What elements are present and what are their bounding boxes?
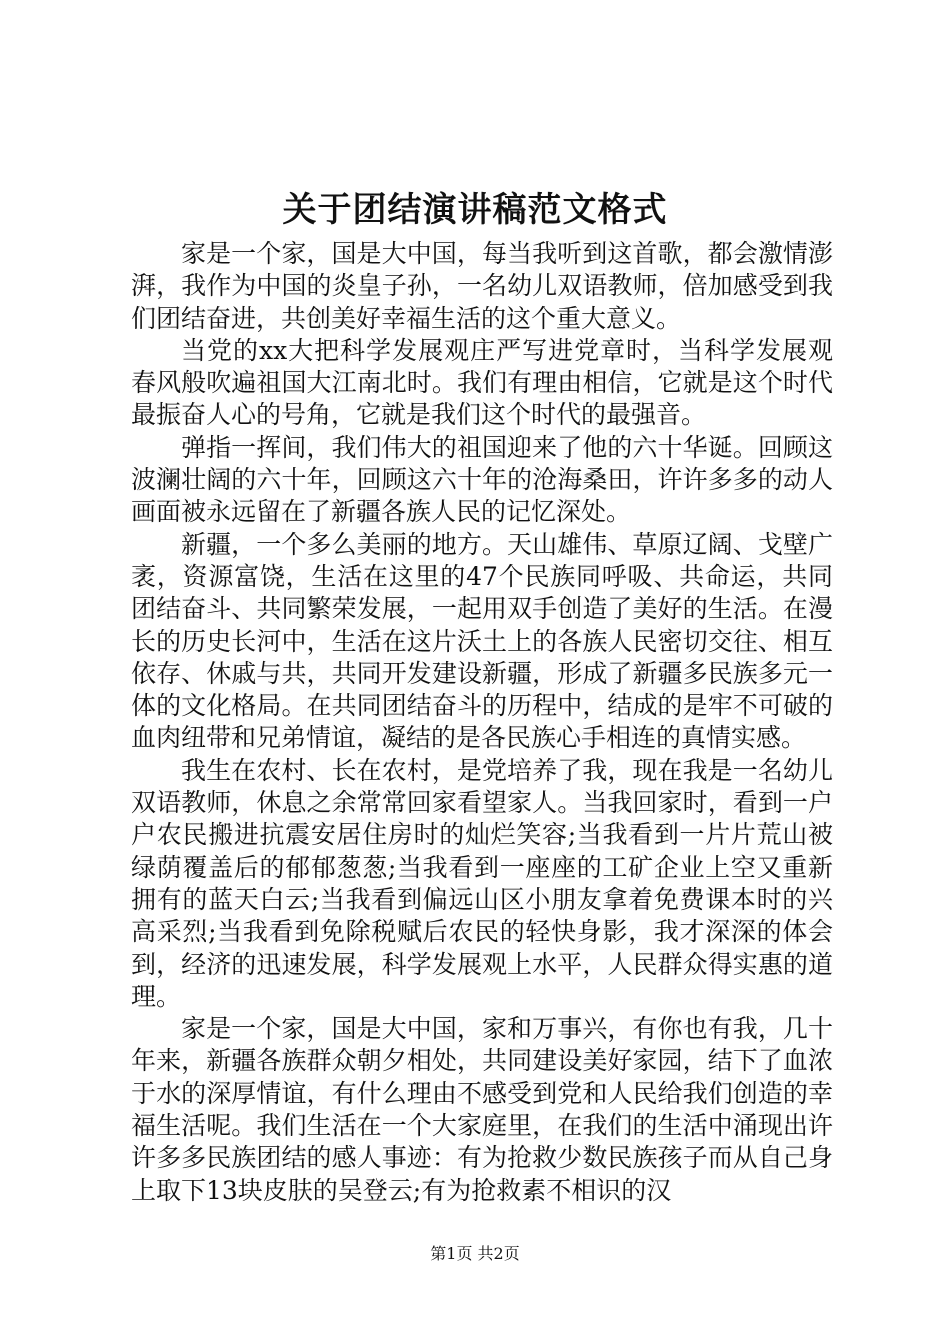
paragraph: 当党的xx大把科学发展观庄严写进党章时，当科学发展观春风般吹遍祖国大江南北时。我们有理由相信，它就是这个时代最振奋人心的号角，它就是我们这个时代的最强音。 bbox=[131, 335, 833, 430]
document-title: 关于团结演讲稿范文格式 bbox=[282, 190, 668, 230]
paragraph: 我生在农村、长在农村，是党培养了我，现在我是一名幼儿双语教师，休息之余常常回家看望家人。当我回家时，看到一户户农民搬进抗震安居住房时的灿烂笑容;当我看到一片片荒山被绿荫覆盖后的郁郁葱葱;当我看到一座座的工矿企业上空又重新拥有的蓝天白云;当我看到偏远山区小朋友拿着免费课本时的兴高采烈;当我看到免除税赋后农民的轻快身影，我才深深的体会到，经济的迅速发展，科学发展观上水平，人民群众得实惠的道理。 bbox=[131, 755, 833, 1011]
paragraph: 弹指一挥间，我们伟大的祖国迎来了他的六十华诞。回顾这波澜壮阔的六十年，回顾这六十年的沧海桑田，许许多多的动人画面被永远留在了新疆各族人民的记忆深处。 bbox=[131, 432, 833, 527]
page-footer: 第1页 共2页 bbox=[430, 1244, 520, 1263]
document-body bbox=[131, 238, 833, 1207]
paragraph: 新疆，一个多么美丽的地方。天山雄伟、草原辽阔、戈壁广袤，资源富饶，生活在这里的47个民族同呼吸、共命运，共同团结奋斗、共同繁荣发展，一起用双手创造了美好的生活。在漫长的历史长河中，生活在这片沃土上的各族人民密切交往、相互依存、休戚与共，共同开发建设新疆，形成了新疆多民族多元一体的文化格局。在共同团结奋斗的历程中，结成的是牢不可破的血肉纽带和兄弟情谊，凝结的是各民族心手相连的真情实感。 bbox=[131, 529, 833, 753]
paragraph: 家是一个家，国是大中国，每当我听到这首歌，都会激情澎湃，我作为中国的炎皇子孙，一名幼儿双语教师，倍加感受到我们团结奋进，共创美好幸福生活的这个重大意义。 bbox=[131, 239, 833, 333]
paragraph: 家是一个家，国是大中国，家和万事兴，有你也有我，几十年来，新疆各族群众朝夕相处，共同建设美好家园，结下了血浓于水的深厚情谊，有什么理由不感受到党和人民给我们创造的幸福生活呢。我们生活在一个大家庭里，在我们的生活中涌现出许许多多民族团结的感人事迹：有为抢救少数民族孩子而从自己身上取下13块皮肤的吴登云;有为抢救素不相识的汉 bbox=[131, 1014, 833, 1205]
